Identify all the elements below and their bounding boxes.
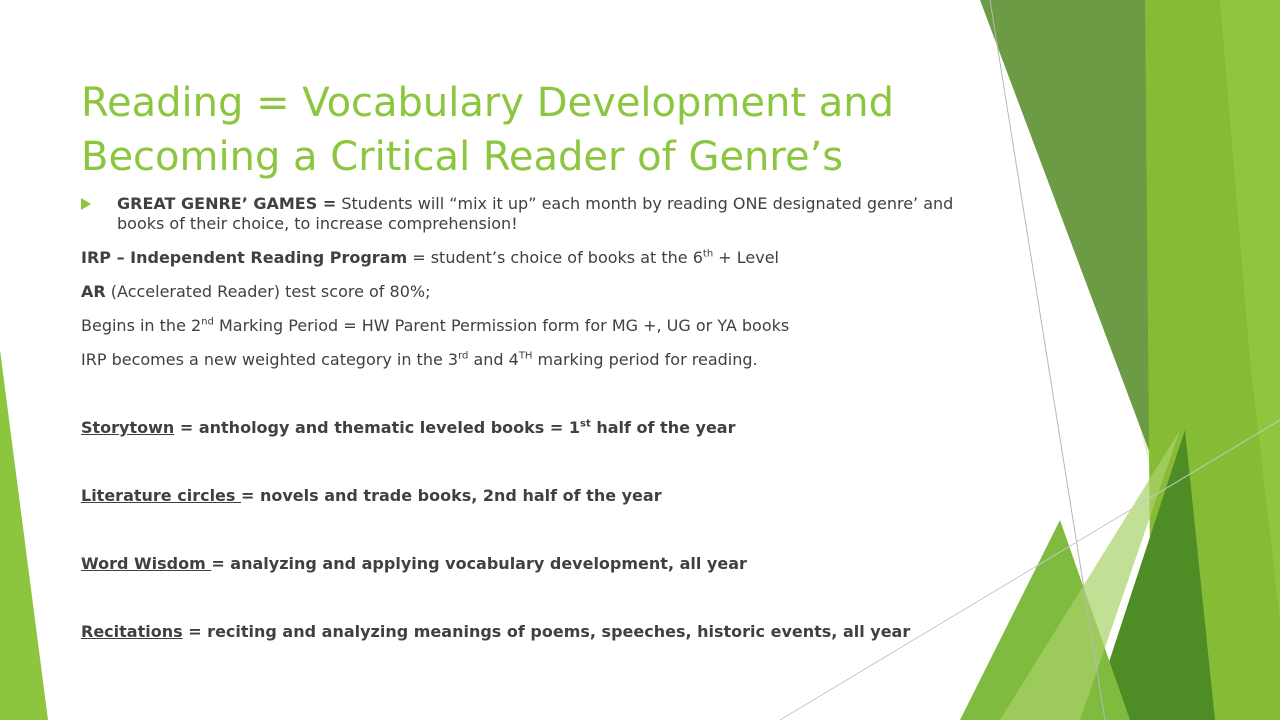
ar-line bbox=[81, 282, 961, 302]
recitations-text: = reciting and analyzing meanings of poems, speeches, historic events, all year bbox=[182, 622, 911, 641]
storytown-line bbox=[81, 418, 961, 438]
bullet-text bbox=[117, 194, 961, 234]
great-genre-games-text: Students will “mix it up” each month by reading ONE designated genre’ and books of their choice, to increase comprehension! bbox=[117, 194, 954, 233]
word-wisdom-text: = analyzing and applying vocabulary development, all year bbox=[211, 554, 747, 573]
recitations-line bbox=[81, 622, 961, 642]
begins-text: Begins in the 2 bbox=[81, 316, 202, 335]
weighted-sup-1: rd bbox=[458, 350, 469, 362]
bullet-great-genre-games bbox=[81, 194, 961, 234]
word-wisdom-line bbox=[81, 554, 961, 574]
irp-text: = student’s choice of books at the 6 bbox=[407, 248, 703, 267]
storytown-tail: half of the year bbox=[590, 418, 736, 437]
literature-circles-label: Literature circles bbox=[81, 486, 241, 505]
begins-sup: nd bbox=[201, 316, 214, 328]
ar-label: AR bbox=[81, 282, 106, 301]
word-wisdom-label: Word Wisdom bbox=[81, 554, 212, 573]
arrow-bullet-icon bbox=[81, 198, 91, 210]
literature-circles-text: = novels and trade books, 2nd half of the year bbox=[241, 486, 662, 505]
irp-label: IRP – Independent Reading Program bbox=[81, 248, 408, 267]
great-genre-games-label: GREAT GENRE’ GAMES = bbox=[117, 194, 337, 213]
ar-text: (Accelerated Reader) test score of 80%; bbox=[105, 282, 431, 301]
left-green-sliver bbox=[0, 350, 48, 720]
slide-title: Reading = Vocabulary Development and Becoming a Critical Reader of Genre’s bbox=[81, 80, 894, 180]
storytown-sup: st bbox=[580, 418, 591, 430]
weighted-line bbox=[81, 350, 961, 370]
irp-line bbox=[81, 248, 961, 268]
weighted-sup-2: TH bbox=[518, 350, 533, 362]
irp-sup: th bbox=[702, 248, 714, 260]
recitations-label: Recitations bbox=[81, 622, 183, 641]
begins-line bbox=[81, 316, 961, 336]
irp-tail: + Level bbox=[713, 248, 779, 267]
begins-tail: Marking Period = HW Parent Permission form for MG +, UG or YA books bbox=[213, 316, 790, 335]
weighted-tail: marking period for reading. bbox=[532, 350, 758, 369]
storytown-label: Storytown bbox=[81, 418, 175, 437]
slide-body bbox=[81, 194, 961, 642]
storytown-text: = anthology and thematic leveled books = 1 bbox=[174, 418, 581, 437]
weighted-mid: and 4 bbox=[468, 350, 519, 369]
weighted-text: IRP becomes a new weighted category in the 3 bbox=[81, 350, 459, 369]
literature-circles-line bbox=[81, 486, 961, 506]
